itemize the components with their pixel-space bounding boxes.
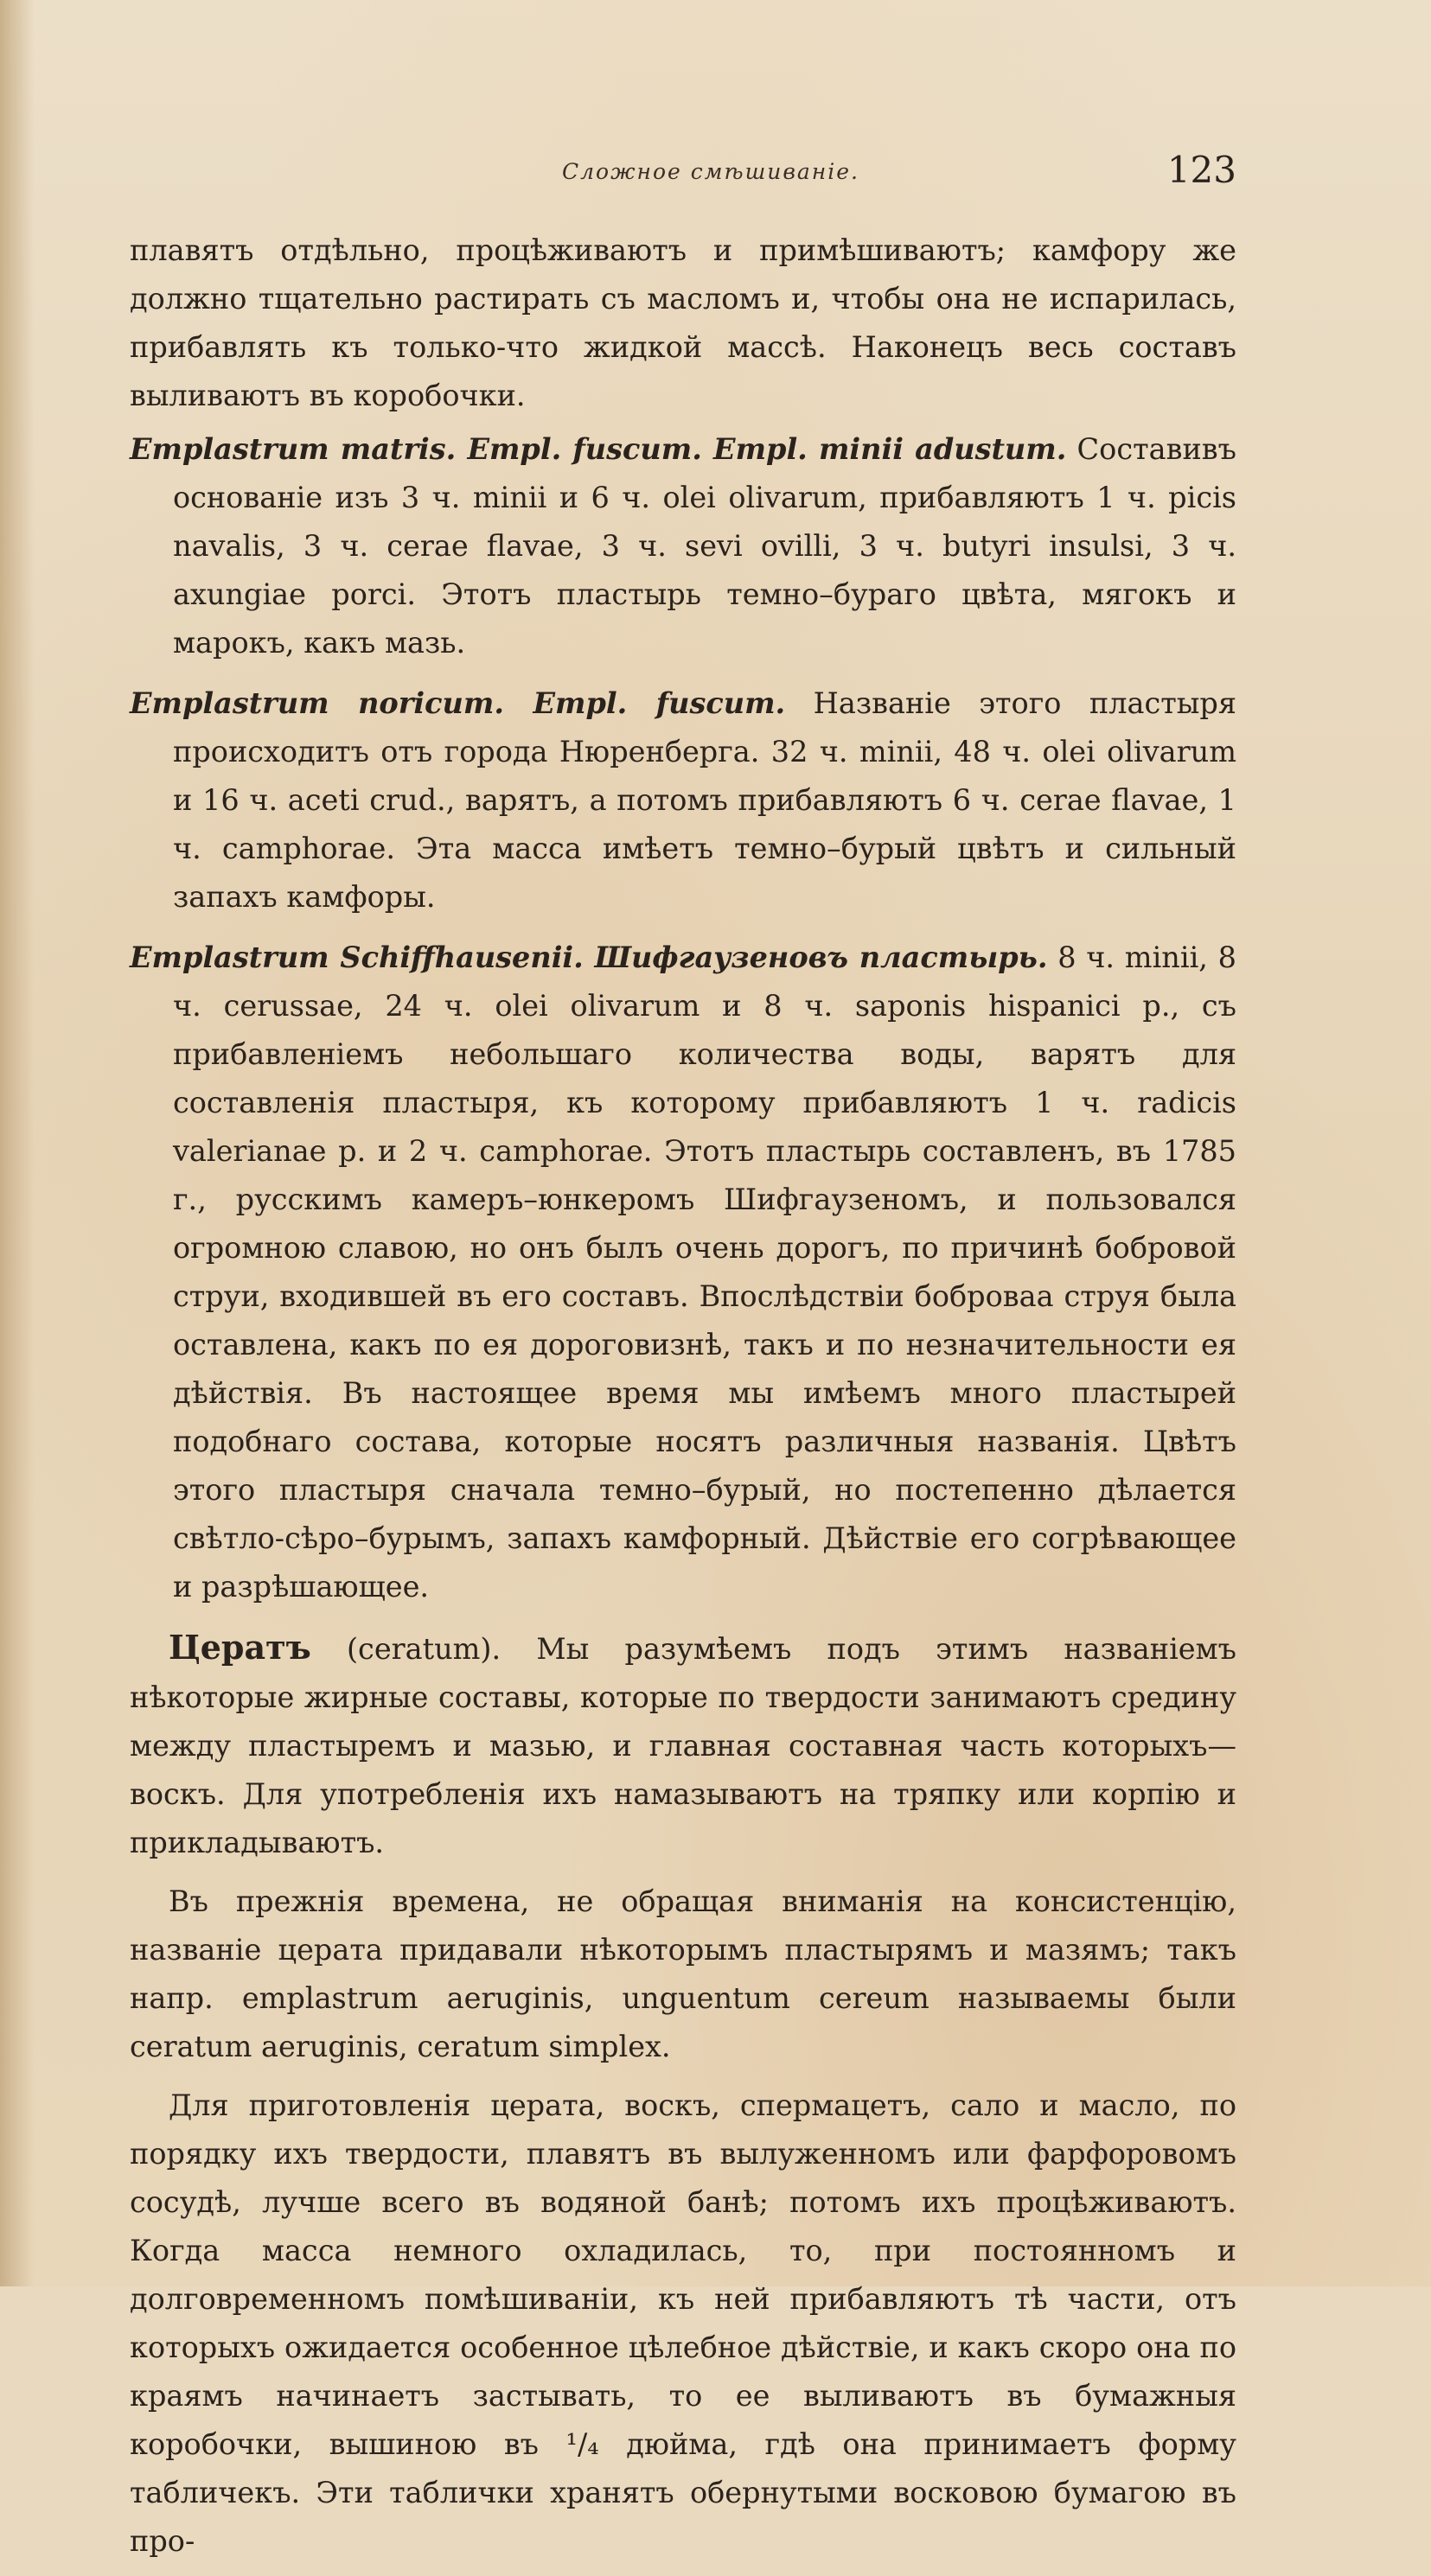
paragraph-text: (ceratum). Мы разумѣемъ подъ этимъ названіемъ нѣкоторые жирные составы, которые по твердости занимаютъ средину между пластыремъ и мазью, и главная составная часть которыхъ—воскъ. Для употребленія ихъ намазываютъ на тряпку или корпію и прикладываютъ. — [130, 1632, 1236, 1859]
paragraph-preparation: Для приготовленія церата, воскъ, спермацетъ, сало и масло, по порядку ихъ твердости, плавятъ въ вылуженномъ или фарфоровомъ сосудѣ, лучше всего въ водяной банѣ; потомъ ихъ процѣживаютъ. Когда масса немного охладилась, то, при постоянномъ и долговременномъ помѣшиваніи, къ ней прибавляютъ тѣ части, отъ которыхъ ожидается особенное цѣлебное дѣйствіе, и какъ скоро она по краямъ начинаетъ застывать, то ее выливаютъ въ бумажныя коробочки, вышиною въ ¹/₄ дюйма, гдѣ она принимаетъ форму табличекъ. Эти таблички хранятъ обернутыми восковою бумагою въ про- — [130, 2088, 1236, 2558]
page-number: 123 — [1166, 149, 1236, 191]
page-body — [130, 226, 1236, 2576]
entry-text: 8 ч. minii, 8 ч. cerussae, 24 ч. olei olivarum и 8 ч. saponis hispanici p., съ прибавленіемъ небольшаго количества воды, варятъ для составленія пластыря, къ которому прибавляютъ 1 ч. radicis valerianae p. и 2 ч. camphorae. Этотъ пластырь составленъ, въ 1785 г., русскимъ камеръ–юнкеромъ Шифгаузеномъ, и пользовался огромною славою, но онъ былъ очень дорогъ, по причинѣ бобровой струи, входившей въ его составъ. Впослѣдствіи боброваа струя была оставлена, какъ по ея дороговизнѣ, такъ и по незначительности ея дѣйствія. Въ настоящее время мы имѣемъ много пластырей подобнаго состава, которые носятъ различныя названія. Цвѣтъ этого пластыря сначала темно–бурый, но постепенно дѣлается свѣтло-сѣро–бурымъ, запахъ камфорный. Дѣйствіе его согрѣвающее и разрѣшающее. — [173, 940, 1236, 1604]
entry-emplastrum-matris — [130, 425, 1236, 667]
entry-title: Emplastrum Schiffhausenii. Шифгаузеновъ пластырь. — [130, 940, 1048, 974]
entry-title: Emplastrum matris. Empl. fuscum. Empl. minii adustum. — [130, 432, 1067, 466]
entry-title: Emplastrum noricum. Empl. fuscum. — [130, 686, 786, 720]
paragraph-continuation: плавятъ отдѣльно, процѣживаютъ и примѣшиваютъ; камфору же должно тщательно растирать съ масломъ и, чтобы она не испарилась, прибавлять къ только-что жидкой массѣ. Наконецъ весь составъ выливаютъ въ коробочки. — [130, 233, 1236, 412]
entry-emplastrum-schiffhausenii — [130, 934, 1236, 1611]
entry-emplastrum-noricum — [130, 679, 1236, 921]
paragraph-ceratum — [130, 1623, 1236, 1867]
entry-text: Названіе этого пластыря происходитъ отъ города Нюренберга. 32 ч. minii, 48 ч. olei olivarum и 16 ч. aceti crud., варятъ, а потомъ прибавляютъ 6 ч. cerae flavae, 1 ч. camphorae. Эта масса имѣетъ темно–бурый цвѣтъ и сильный запахъ камфоры. — [173, 686, 1236, 914]
page-header — [562, 149, 1236, 192]
page-edge-shadow — [0, 0, 35, 2286]
section-heading: Цератъ — [169, 1628, 311, 1667]
paragraph-history: Въ прежнія времена, не обращая вниманія на консистенцію, названіе церата придавали нѣкоторымъ пластырямъ и мазямъ; такъ напр. emplastrum aeruginis, unguentum cereum называемы были ceratum aeruginis, ceratum simplex. — [130, 1884, 1236, 2063]
entry-text: Составивъ основаніе изъ 3 ч. minii и 6 ч. olei olivarum, прибавляютъ 1 ч. picis navalis, 3 ч. cerae flavae, 3 ч. sevi ovilli, 3 ч. butyri insulsi, 3 ч. axungiae porci. Этотъ пластырь темно–бураго цвѣта, мягокъ и марокъ, какъ мазь. — [173, 432, 1236, 660]
running-title: Сложное смѣшиваніе. — [562, 159, 860, 184]
